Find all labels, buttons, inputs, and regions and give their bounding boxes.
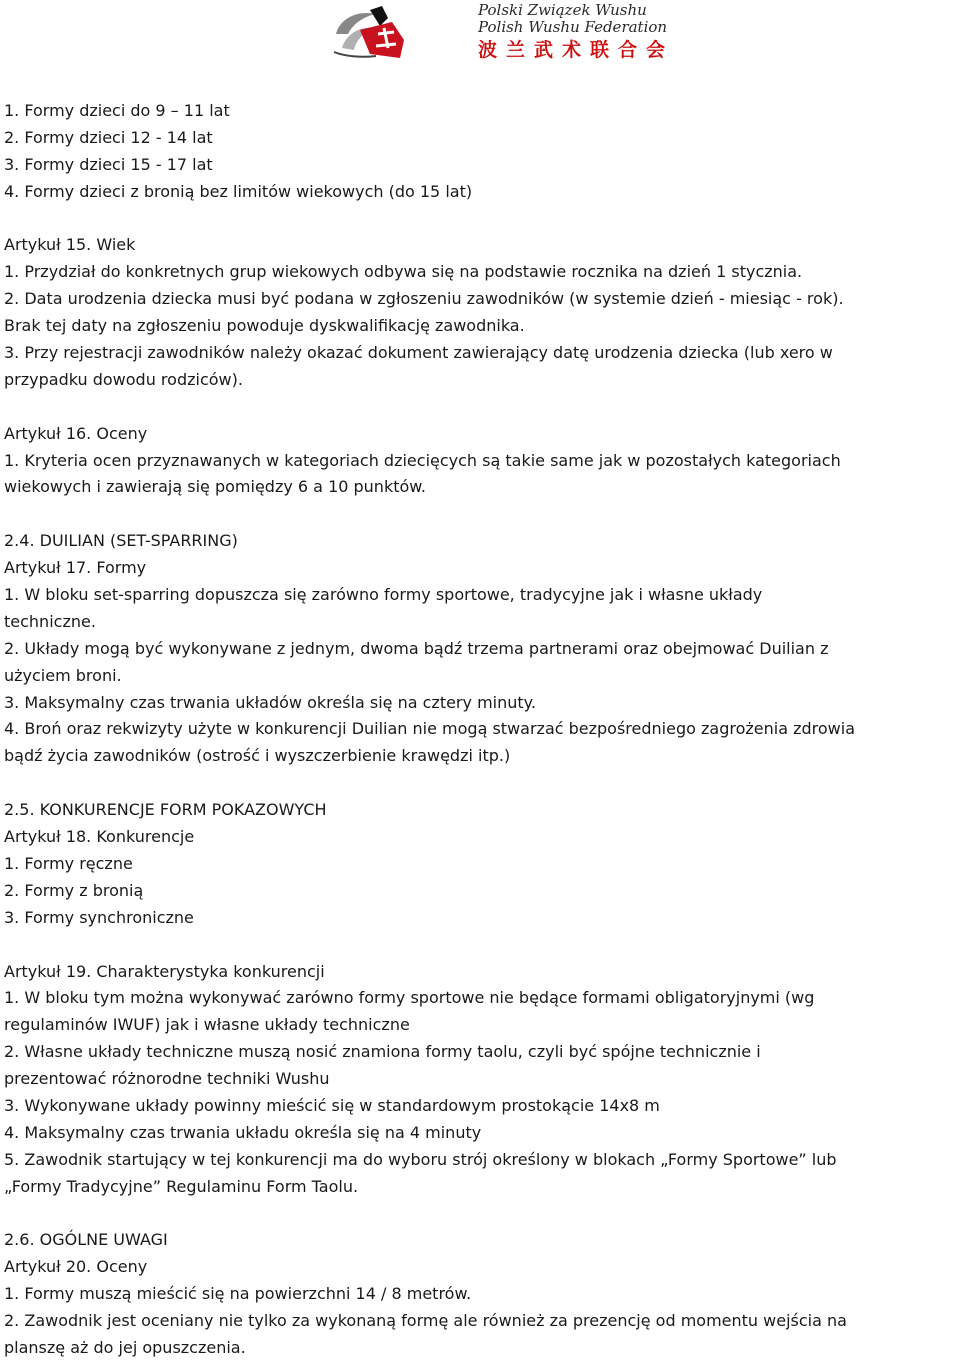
text-line: 4. Broń oraz rekwizyty użyte w konkurencji Duilian nie mogą stwarzać bezpośredniego zagrożenia zdrowia (4, 719, 855, 739)
text-line: 1. Kryteria ocen przyznawanych w kategoriach dziecięcych są takie same jak w pozostałych kategoriach (4, 450, 841, 470)
text-line: 2. Data urodzenia dziecka musi być podana w zgłoszeniu zawodników (w systemie dzień - miesiąc - rok). (4, 289, 844, 309)
document-body (4, 98, 958, 1362)
text-line: 2.6. OGÓLNE UWAGI (4, 1230, 168, 1250)
text-line: 2. Zawodnik jest oceniany nie tylko za wykonaną formę ale również za prezencję od momentu wejścia na (4, 1311, 847, 1331)
text-line: regulaminów IWUF) jak i własne układy techniczne (4, 1015, 410, 1035)
blank-line (4, 501, 958, 528)
text-line: 2.4. DUILIAN (SET-SPARRING) (4, 531, 238, 551)
text-line: Artykuł 15. Wiek (4, 235, 136, 255)
blank-line (4, 394, 958, 421)
text-line: 3. Formy dzieci 15 - 17 lat (4, 154, 213, 174)
text-line: 2. Formy dzieci 12 - 14 lat (4, 127, 213, 147)
text-line: 3. Wykonywane układy powinny mieścić się w standardowym prostokącie 14x8 m (4, 1095, 660, 1115)
text-line: 1. Formy ręczne (4, 853, 133, 873)
blank-line (4, 770, 958, 797)
text-line: Artykuł 20. Oceny (4, 1257, 148, 1277)
text-line: 1. Przydział do konkretnych grup wiekowych odbywa się na podstawie rocznika na dzień 1 stycznia. (4, 262, 803, 282)
federation-name-chinese: 波兰武术联合会 (478, 39, 675, 61)
text-line: 3. Maksymalny czas trwania układów określa się na cztery minuty. (4, 692, 536, 712)
text-line: 1. Formy dzieci do 9 – 11 lat (4, 101, 230, 120)
text-line: wiekowych i zawierają się pomiędzy 6 a 10 punktów. (4, 477, 426, 497)
text-line: przypadku dowodu rodziców). (4, 369, 243, 389)
text-line: 4. Formy dzieci z bronią bez limitów wiekowych (do 15 lat) (4, 181, 473, 201)
text-line: Artykuł 19. Charakterystyka konkurencji (4, 961, 325, 981)
blank-line (4, 206, 958, 233)
text-line: Brak tej daty na zgłoszeniu powoduje dyskwalifikację zawodnika. (4, 316, 525, 336)
text-line: 2. Układy mogą być wykonywane z jednym, dwoma bądź trzema partnerami oraz obejmować Duilian z (4, 638, 829, 658)
text-line: 2. Formy z bronią (4, 880, 144, 900)
text-line: 1. Formy muszą mieścić się na powierzchni 14 / 8 metrów. (4, 1284, 472, 1304)
text-line: planszę aż do jej opuszczenia. (4, 1337, 246, 1357)
text-line: techniczne. (4, 611, 96, 631)
federation-name-english: Polish Wushu Federation (478, 18, 668, 36)
text-line: bądź życia zawodników (ostrość i wyszczerbienie krawędzi itp.) (4, 746, 511, 766)
federation-name-polish: Polski Związek Wushu (478, 1, 647, 19)
federation-logo-icon (330, 4, 412, 62)
text-line: 3. Przy rejestracji zawodników należy okazać dokument zawierający datę urodzenia dziecka (lub xero w (4, 343, 833, 363)
text-line: 1. W bloku set-sparring dopuszcza się zarówno formy sportowe, tradycyjne jak i własne układy (4, 585, 763, 605)
federation-name (478, 2, 718, 62)
blank-line (4, 932, 958, 959)
text-line: 2.5. KONKURENCJE FORM POKAZOWYCH (4, 800, 327, 820)
text-line: 3. Formy synchroniczne (4, 907, 194, 927)
page-header (0, 0, 960, 72)
text-line: Artykuł 18. Konkurencje (4, 827, 195, 847)
text-line: 2. Własne układy techniczne muszą nosić znamiona formy taolu, czyli być spójne technicznie i (4, 1042, 761, 1062)
blank-line (4, 1201, 958, 1228)
text-line: Artykuł 17. Formy (4, 558, 147, 578)
text-line: prezentować różnorodne techniki Wushu (4, 1069, 330, 1089)
text-line: 5. Zawodnik startujący w tej konkurencji ma do wyboru strój określony w blokach „Formy Sportowe” lub (4, 1149, 837, 1169)
text-line: „Formy Tradycyjne” Regulaminu Form Taolu. (4, 1176, 359, 1196)
text-line: 4. Maksymalny czas trwania układu określa się na 4 minuty (4, 1122, 482, 1142)
text-line: 1. W bloku tym można wykonywać zarówno formy sportowe nie będące formami obligatoryjnymi (wg (4, 988, 815, 1008)
text-line: Artykuł 16. Oceny (4, 423, 148, 443)
text-line: użyciem broni. (4, 665, 122, 685)
